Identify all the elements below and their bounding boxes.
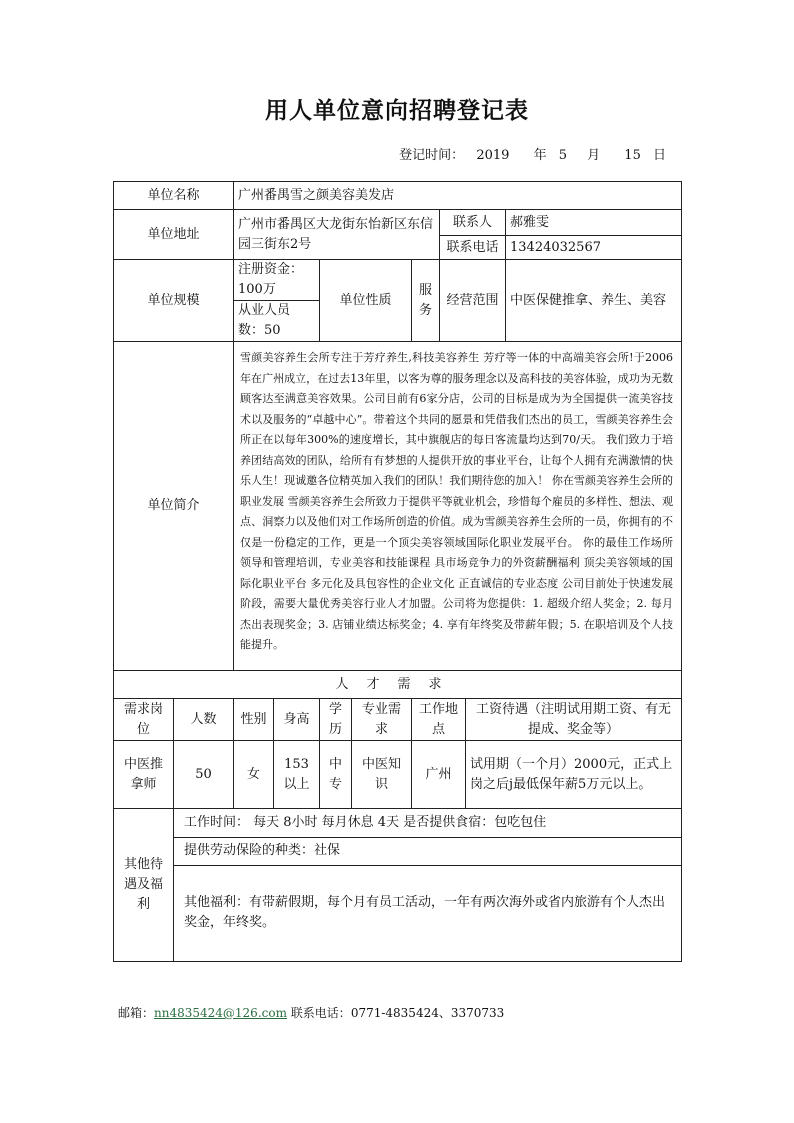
reg-month: 5 <box>558 148 567 163</box>
header-major: 专业需求 <box>352 699 412 741</box>
company-scale-row <box>114 260 682 301</box>
footer-phone-value: 0771-4835424、3370733 <box>350 1006 505 1020</box>
company-address-value: 广州市番禺区大龙街东怡新区东信园三街东2号 <box>234 210 440 260</box>
other-benefits-label: 其他待遇及福利 <box>114 809 174 962</box>
requirement-row <box>114 741 682 809</box>
reg-day: 15 <box>624 148 641 163</box>
header-count: 人数 <box>174 699 234 741</box>
reg-year: 2019 <box>476 148 510 163</box>
footer-contact <box>118 1004 504 1021</box>
footer-phone-label: 联系电话： <box>290 1006 351 1020</box>
contact-phone-value: 13424032567 <box>506 236 682 260</box>
header-position: 需求岗位 <box>114 699 174 741</box>
talent-section-row <box>114 671 682 699</box>
header-salary: 工资待遇（注明试用期工资、有无提成、奖金等） <box>466 699 682 741</box>
company-name-label: 单位名称 <box>114 182 234 210</box>
req-height: 153以上 <box>274 741 320 809</box>
insurance-type: 提供劳动保险的种类：社保 <box>174 837 681 865</box>
reg-month-unit: 月 <box>587 148 601 163</box>
registration-date <box>393 144 666 163</box>
contact-person-label: 联系人 <box>440 210 506 236</box>
other-benefits-row <box>114 809 682 962</box>
company-scale-label: 单位规模 <box>114 260 234 342</box>
contact-phone-label: 联系电话 <box>440 236 506 260</box>
company-nature-label: 单位性质 <box>320 260 412 342</box>
header-gender: 性别 <box>234 699 274 741</box>
registered-capital: 注册资金：100万 <box>234 260 320 301</box>
form-title: 用人单位意向招聘登记表 <box>265 97 529 124</box>
company-intro-text: 雪颜美容养生会所专注于芳疗养生,科技美容养生 芳疗等一体的中高端美容会所!于2006年在广州成立，在过去13年里，以客为尊的服务理念以及高科技的美容体验，成功为无数顾客达至满意美容效果。公司目前有6家分店，公司的目标是成为为全国提供一流美容技术以及服务的“卓越中心”。带着这个共同的愿景和凭借我们杰出的员工，雪颜美容养生会所正在以每年300%的速度增长，其中旗舰店的每日客流量均达到70/天。 我们致力于培养团结高效的团队，给所有有梦想的人提供开放的事业平台，让每个人拥有充满激情的快乐人生！现诚邀各位精英加入我们的团队！我们期待您的加入！ 你在雪颜美容养生会所的职业发展 雪颜美容养生会所致力于提供平等就业机会，珍惜每个雇员的多样性、想法、观点、洞察力以及他们对工作场所创造的价值。成为雪颜美容养生会所的一员，你拥有的不仅是一份稳定的工作，更是一个顶尖美容领域国际化职业发展平台。 你的最佳工作场所 领导和管理培训，专业美容和技能课程 具市场竞争力的外资薪酬福利 顶尖美容领域的国际化职业平台 多元化及具包容性的企业文化 正直诚信的专业态度 公司目前处于快速发展阶段，需要大量优秀美容行业人才加盟。公司将为您提供：1. 超级介绍人奖金；2. 每月杰出表现奖金；3. 店铺业绩达标奖金；4. 享有年终奖及带薪年假；5. 在职培训及个人技能提升。 <box>234 342 682 671</box>
company-address-label: 单位地址 <box>114 210 234 260</box>
other-benefits-cell <box>174 809 682 962</box>
req-salary: 试用期（一个月）2000元，正式上岗之后j最低保年薪5万元以上。 <box>466 741 682 809</box>
other-welfare: 其他福利：有带薪假期，每个月有员工活动，一年有两次海外或省内旅游有个人杰出奖金，年终奖。 <box>184 895 666 931</box>
footer-email-label: 邮箱： <box>118 1006 155 1020</box>
company-nature-value: 服务 <box>412 260 440 342</box>
requirement-header-row <box>114 699 682 741</box>
req-location: 广州 <box>412 741 466 809</box>
req-major: 中医知识 <box>352 741 412 809</box>
work-hours: 工作时间： 每天 8小时 每月休息 4天 是否提供食宿：包吃包住 <box>174 809 681 837</box>
company-intro-label: 单位简介 <box>114 342 234 671</box>
req-gender: 女 <box>234 741 274 809</box>
header-education: 学历 <box>320 699 352 741</box>
req-position: 中医推拿师 <box>114 741 174 809</box>
header-height: 身高 <box>274 699 320 741</box>
company-name-row <box>114 182 682 210</box>
business-scope-value: 中医保健推拿、养生、美容 <box>506 260 682 342</box>
registration-form-table <box>113 181 682 962</box>
other-benefits-table <box>174 809 681 961</box>
company-name-value: 广州番禺雪之颜美容美发店 <box>234 182 682 210</box>
footer-email-link[interactable]: nn4835424@126.com <box>154 1006 287 1020</box>
header-location: 工作地点 <box>412 699 466 741</box>
req-count: 50 <box>174 741 234 809</box>
company-address-row <box>114 210 682 236</box>
business-scope-label: 经营范围 <box>440 260 506 342</box>
reg-day-unit: 日 <box>652 148 666 163</box>
req-education: 中专 <box>320 741 352 809</box>
reg-date-label: 登记时间： <box>399 148 465 163</box>
reg-year-unit: 年 <box>533 148 547 163</box>
talent-section-heading: 人才需求 <box>114 671 682 699</box>
staff-count: 从业人员数：50 <box>234 301 320 342</box>
contact-person-value: 郝雅雯 <box>506 210 682 236</box>
company-intro-row <box>114 342 682 671</box>
